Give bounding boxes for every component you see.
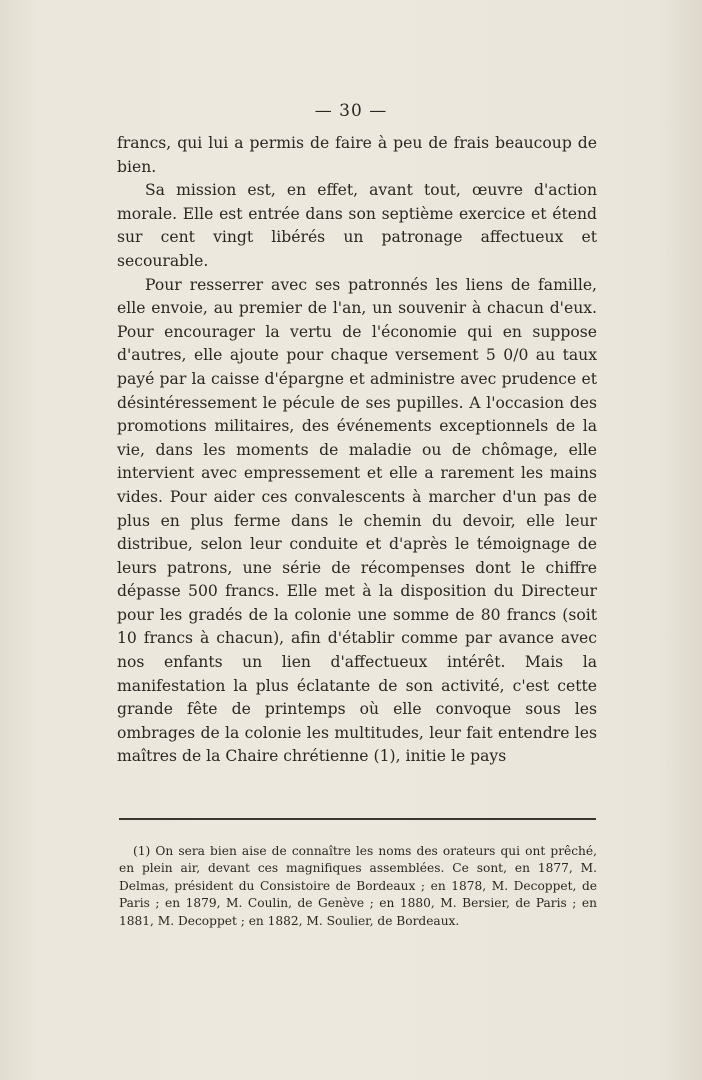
footnote-1: (1) On sera bien aise de connaître les noms des orateurs qui ont prêché, en plein air, devant ces magnifiques assemblées. Ce sont, en 1877, M. Delmas, président du Consistoire de Bordeaux ; en 1878, M. Decoppet, de Paris ; en 1879, M. Coulin, de Genève ; en 1880, M. Bersier, de Paris ; en 1881, M. Decoppet ; en 1882, M. Soulier, de Bordeaux.: [119, 844, 597, 928]
paragraph-family-ties: Pour resserrer avec ses patronnés les liens de famille, elle envoie, au premier de l'an, un souvenir à chacun d'eux. Pour encourager la vertu de l'économie qui en suppose d'autres, elle ajoute pour chaque versement 5 0/0 au taux payé par la caisse d'épargne et administre avec prudence et désintéressement le pécule de ses pupilles. A l'occasion des promotions militaires, des événements exceptionnels de la vie, dans les moments de maladie ou de chômage, elle intervient avec empressement et elle a rarement les mains vides. Pour aider ces convalescents à marcher d'un pas de plus en plus ferme dans le chemin du devoir, elle leur distribue, selon leur conduite et d'après le témoignage de leurs patrons, une série de récompenses dont le chiffre dépasse 500 francs. Elle met à la disposition du Directeur pour les gradés de la colonie une somme de 80 francs (soit 10 francs à chacun), afin d'établir comme par avance avec nos enfants un lien d'affectueux intérêt. Mais la manifestation la plus éclatante de son activité, c'est cette grande fête de printemps où elle convoque sous les ombrages de la colonie les multitudes, leur fait entendre les maîtres de la Chaire chrétienne (1), initie le pays: [117, 275, 597, 766]
page-number: — 30 —: [314, 101, 388, 121]
footnotes: [119, 843, 597, 930]
body-text: [117, 132, 597, 769]
paragraph-continuation: francs, qui lui a permis de faire à peu de frais beaucoup de bien.: [117, 134, 597, 176]
footnote-divider: [119, 818, 596, 820]
paragraph-mission: Sa mission est, en effet, avant tout, œuvre d'action morale. Elle est entrée dans son septième exercice et étend sur cent vingt libérés un patronage affectueux et secourable.: [117, 181, 597, 270]
